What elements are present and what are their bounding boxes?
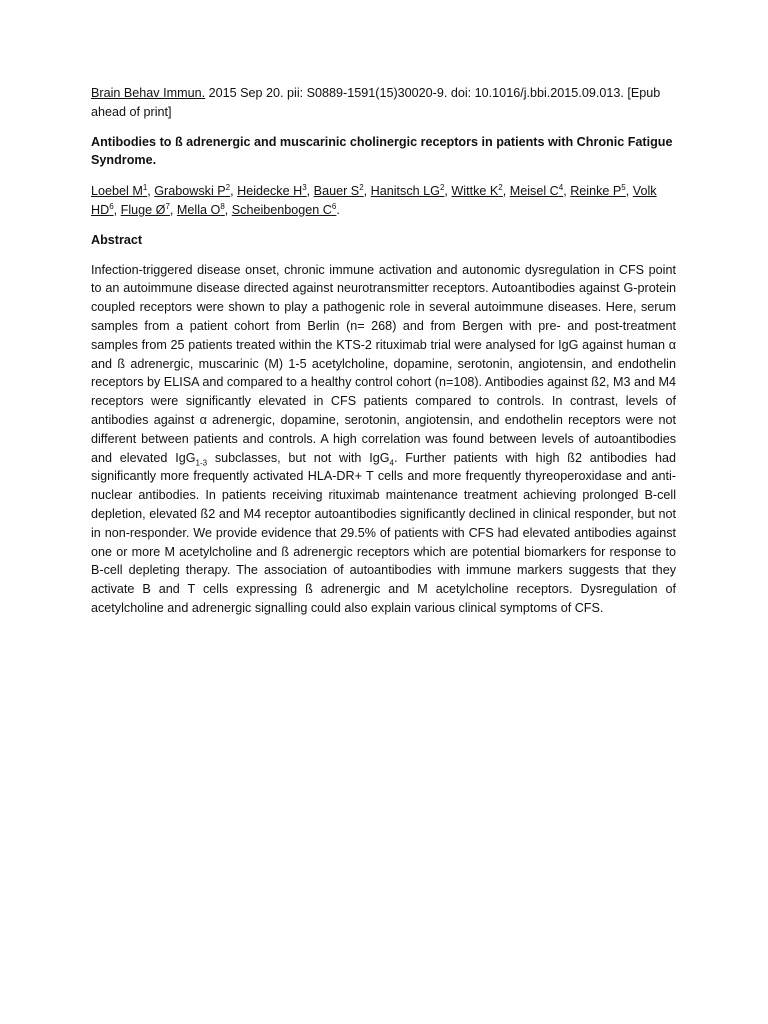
article-title: Antibodies to ß adrenergic and muscarinic cholinergic receptors in patients with Chronic Fatigue Syndrome. [91, 134, 673, 168]
author-name[interactable]: Meisel C [509, 184, 559, 199]
igg-subscript-1: 1-3 [195, 458, 208, 468]
author-separator: , [502, 184, 510, 199]
author-affiliation: 2 [225, 183, 231, 192]
author-separator: , [230, 184, 238, 199]
author-separator: , [363, 184, 371, 199]
abstract-record [91, 84, 676, 618]
author-link[interactable] [232, 203, 337, 217]
abstract-text-part-1: Infection-triggered disease onset, chronic immune activation and autonomic dysregulation in CFS point to an autoimmune disease directed against neurotransmitter receptors. Autoantibodies against G-protein coupled receptors were shown to play a pathogenic role in several autoimmune diseases. Here, serum samples from a patient cohort from Berlin (n= 268) and from Bergen with pre- and post-treatment samples from 25 patients treated within the KTS-2 rituximab trial were analysed for IgG against human α and ß adrenergic, muscarinic (M) 1-5 acetylcholine, dopamine, serotonin, angiotensin, and endothelin receptors by ELISA and compared to a healthy control cohort (n=108). Antibodies against ß2, M3 and M4 receptors were significantly elevated in CFS patients compared to controls. In contrast, levels of antibodies against α adrenergic, dopamine, serotonin, angiotensin, and endothelin receptors were not different between patients and controls. A high correlation was found between levels of autoantibodies and elevated IgG [91, 262, 676, 465]
author-name[interactable]: Hanitsch LG [370, 184, 440, 199]
author-separator: , [169, 202, 177, 217]
author-separator: , [625, 184, 633, 199]
abstract-text-part-3: . Further patients with high ß2 antibodies had significantly more frequently activated HLA-DR+ T cells and more frequently thyreoperoxidase and anti-nuclear antibodies. In patients receiving rituximab maintenance treatment achieving prolonged B-cell depletion, elevated ß2 and M4 receptor autoantibodies significantly declined in clinical responder, but not in non-responder. We provide evidence that 29.5% of patients with CFS had elevated antibodies against one or more M acetylcholine and ß adrenergic receptors which are potential biomarkers for response to B-cell depleting therapy. The association of autoantibodies with immune markers suggests that they activate B and T cells expressing ß adrenergic and M acetylcholine receptors. Dysregulation of acetylcholine and adrenergic signalling could also explain various clinical symptoms of CFS. [91, 450, 676, 615]
abstract-text [91, 261, 676, 618]
author-affiliation: 6 [331, 201, 337, 211]
journal-link[interactable]: Brain Behav Immun. [91, 86, 206, 100]
author-affiliation: 2 [439, 183, 445, 192]
author-name[interactable]: Wittke K [451, 184, 499, 199]
author-link[interactable] [451, 184, 502, 198]
author-affiliation: 2 [498, 183, 503, 192]
author-name[interactable]: Loebel M [91, 184, 143, 199]
author-separator: , [444, 184, 452, 199]
author-affiliation: 4 [558, 183, 564, 192]
author-name[interactable]: Mella O [176, 202, 221, 217]
author-name[interactable]: Volk HD [91, 184, 657, 217]
author-affiliation: 3 [302, 183, 307, 192]
author-link[interactable] [154, 184, 230, 198]
author-link[interactable] [510, 184, 563, 198]
author-link[interactable] [371, 184, 445, 198]
author-affiliation: 6 [109, 201, 114, 211]
author-link[interactable] [314, 184, 364, 198]
author-link[interactable] [121, 203, 170, 217]
author-separator: , [563, 184, 571, 199]
author-list [91, 182, 676, 220]
author-link[interactable] [237, 184, 307, 198]
author-affiliation: 2 [359, 183, 364, 192]
author-affiliation: 7 [165, 201, 170, 211]
author-affiliation: 1 [142, 183, 148, 192]
author-name[interactable]: Heidecke H [237, 184, 303, 199]
author-name[interactable]: Scheibenbogen C [231, 202, 332, 217]
author-separator: , [306, 184, 314, 199]
abstract-text-part-2: subclasses, but not with IgG [207, 450, 390, 465]
citation-line [91, 84, 676, 122]
author-name[interactable]: Bauer S [313, 184, 360, 199]
author-name[interactable]: Reinke P [570, 184, 622, 199]
author-affiliation: 8 [220, 201, 225, 211]
author-name[interactable]: Grabowski P [154, 184, 226, 199]
author-separator: , [224, 202, 232, 217]
citation-details: 2015 Sep 20. pii: S0889-1591(15)30020-9. doi: 10.1016/j.bbi.2015.09.013. [Epub ahead of print] [91, 86, 661, 119]
abstract-heading: Abstract [91, 232, 143, 247]
author-separator: , [147, 184, 155, 199]
author-affiliation: 5 [621, 183, 626, 192]
igg-subscript-2: 4 [389, 458, 394, 468]
author-separator: . [336, 202, 340, 217]
author-separator: , [113, 202, 121, 217]
author-name[interactable]: Fluge Ø [120, 202, 166, 217]
author-link[interactable] [177, 203, 225, 217]
author-link[interactable] [91, 184, 147, 198]
author-link[interactable] [570, 184, 626, 198]
